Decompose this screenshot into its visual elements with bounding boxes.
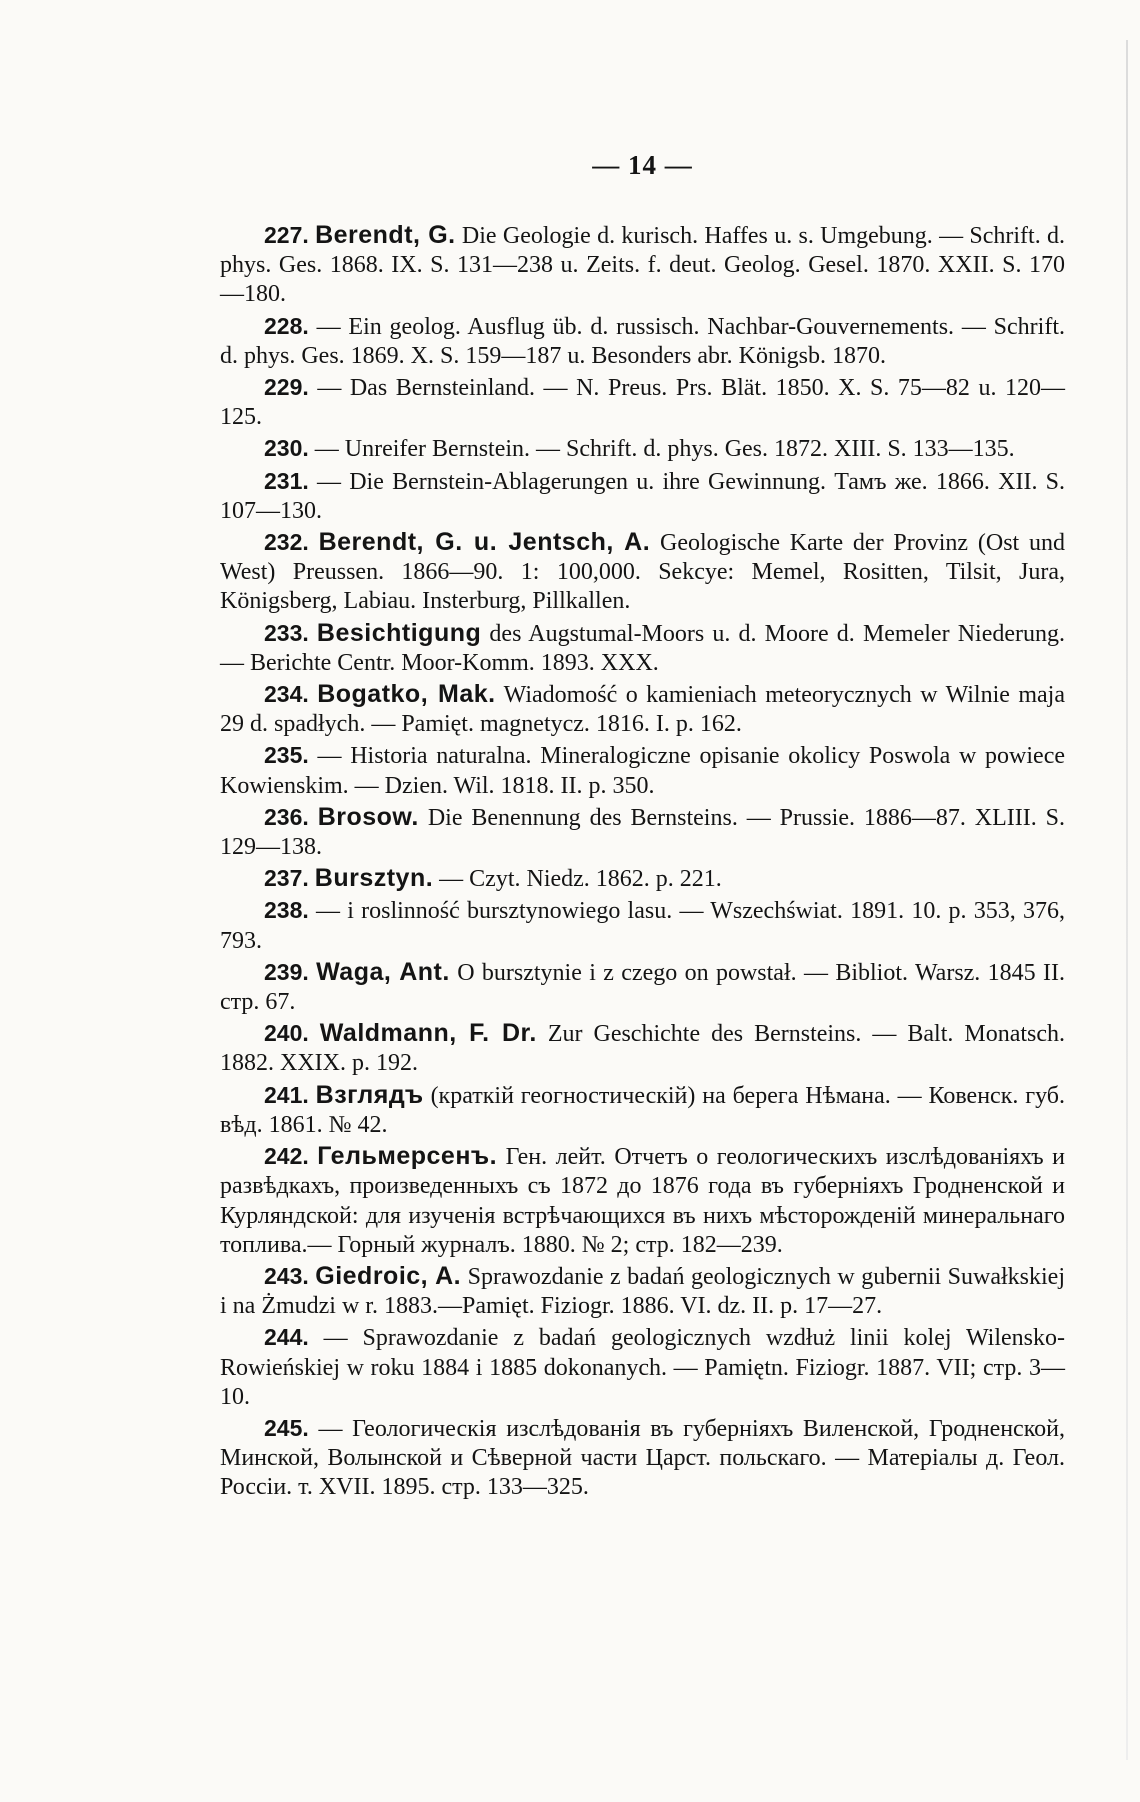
entry-text: Die Benennung des Bernsteins. — Prussie. 1886—87. XLIII. S. 129—138. — [220, 804, 1066, 861]
entry-author: Waldmann, F. Dr. — [319, 1019, 537, 1048]
entry-text: des Augstumal-Moors u. d. Moore d. Memeler Niederung. — Berichte Centr. Moor-Komm. 1893. XXX. — [220, 620, 1066, 676]
entry-number: 239. — [264, 958, 309, 985]
bibliography-entry — [220, 373, 1065, 432]
bibliography-entry — [220, 434, 1065, 464]
entry-author: Besichtigung — [316, 618, 482, 647]
entry-text: — Геологическія изслѣдованія въ губерніяхъ Виленской, Гродненской, Минской, Волынской и Сѣверной части Царст. польскаго. — Матеріалы д. Геол. Россіи. т. XVII. 1895. стр. 133—325. — [220, 1415, 1065, 1501]
entry-number: 235. — [264, 742, 309, 769]
entry-author: Bogatko, Mak. — [317, 680, 496, 709]
bibliography-entry — [220, 803, 1065, 862]
bibliography-entry — [220, 221, 1065, 310]
entry-author: Brosow. — [317, 802, 419, 831]
entry-number: 229. — [264, 374, 309, 401]
bibliography-entry — [220, 864, 1065, 894]
entry-number: 228. — [264, 312, 309, 339]
bibliography-entry — [220, 741, 1065, 800]
entry-text: — Das Bernsteinland. — N. Preus. Prs. Blät. 1850. X. S. 75—82 u. 120—125. — [220, 375, 1065, 431]
entry-author: Гельмерсенъ. — [317, 1142, 498, 1171]
entry-number: 241. — [264, 1081, 309, 1108]
bibliography-entry — [220, 680, 1065, 739]
entry-number: 232. — [264, 529, 309, 556]
page-number: — 14 — — [592, 150, 693, 180]
entry-number: 236. — [264, 803, 309, 830]
entry-text: — Sprawozdanie z badań geologicznych wzdłuż linii kolej Wilensko-Rowieńskiej w roku 1884 i 1885 dokonanych. — Pamiętn. Fiziogr. 1887. VII; стр. 3—10. — [220, 1325, 1065, 1410]
entry-text: Sprawozdanie z badań geologicznych w gubernii Suwałkskiej i na Żmudzi w r. 1883.—Pamięt. Fiziogr. 1886. VI. dz. II. p. 17—27. — [220, 1263, 1065, 1320]
entry-text: Ген. лейт. Отчетъ о геологическихъ изслѣдованіяхъ и развѣдкахъ, произведенныхъ съ 1872 до 1876 года въ губерніяхъ Гродненской и Курляндской: для изученія встрѣчающихся въ нихъ мѣсторожденій минеральнаго топлива.— Горный журналъ. 1880. № 2; стр. 182—239. — [220, 1144, 1066, 1258]
document-page — [220, 150, 1065, 1505]
bibliography-list — [220, 221, 1065, 1503]
bibliography-entry — [220, 1414, 1065, 1503]
entry-author: Waga, Ant. — [316, 957, 450, 986]
entry-number: 238. — [264, 897, 309, 924]
entry-author: Взглядъ — [315, 1080, 424, 1109]
entry-text: — Historia naturalna. Mineralogiczne opisanie okolicy Poswola w powiece Kowienskim. — Dzien. Wil. 1818. II. p. 350. — [220, 743, 1065, 799]
entry-number: 230. — [264, 435, 309, 462]
bibliography-entry — [220, 467, 1065, 526]
entry-author: Berendt, G. — [315, 221, 456, 249]
bibliography-entry — [220, 528, 1065, 617]
bibliography-entry — [220, 1019, 1065, 1078]
entry-number: 240. — [264, 1020, 309, 1047]
entry-number: 234. — [264, 681, 309, 708]
bibliography-entry — [220, 1142, 1065, 1260]
entry-text: — Die Bernstein-Ablagerungen u. ihre Gewinnung. Тамъ же. 1866. XII. S. 107—130. — [220, 468, 1066, 524]
bibliography-entry — [220, 312, 1065, 371]
bibliography-entry — [220, 1081, 1065, 1140]
entry-author: Giedroic, A. — [315, 1261, 462, 1290]
entry-text: O bursztynie i z czego on powstał. — Bibliot. Warsz. 1845 II. стр. 67. — [220, 959, 1066, 1016]
entry-text: (краткій геогностическій) на берега Нѣмана. — Ковенск. губ. вѣд. 1861. № 42. — [220, 1082, 1065, 1138]
entry-number: 233. — [264, 619, 309, 646]
entry-text: — Ein geolog. Ausflug üb. d. russisch. Nachbar-Gouvernements. — Schrift. d. phys. Ges. 1869. X. S. 159—187 u. Besonders abr. Königsb. 1870. — [220, 313, 1066, 369]
entry-text: — Czyt. Niedz. 1862. p. 221. — [439, 866, 722, 893]
entry-text: Zur Geschichte des Bernsteins. — Balt. Monatsch. 1882. XXIX. p. 192. — [220, 1021, 1066, 1077]
entry-number: 231. — [264, 467, 309, 494]
entry-number: 244. — [264, 1324, 309, 1351]
entry-number: 245. — [264, 1414, 309, 1441]
entry-author: Bursztyn. — [314, 864, 434, 893]
bibliography-entry — [220, 1323, 1065, 1412]
entry-text: Geologische Karte der Provinz (Ost und West) Preussen. 1866—90. 1: 100,000. Sekcye: Memel, Rositten, Tilsit, Jura, Königsberg, Labiau. Insterburg, Pillkallen. — [220, 530, 1066, 615]
entry-text: Wiadomość o kamieniach meteorycznych w Wilnie maja 29 d. spadłych. — Pamięt. magnetycz. 1816. I. p. 162. — [220, 682, 1065, 738]
bibliography-entry — [220, 1262, 1065, 1321]
bibliography-entry — [220, 958, 1065, 1017]
entry-text: — Unreifer Bernstein. — Schrift. d. phys. Ges. 1872. XIII. S. 133—135. — [314, 436, 1015, 463]
entry-text: — i roslinność bursztynowiego lasu. — Wszechświat. 1891. 10. p. 353, 376, 793. — [220, 898, 1066, 954]
bibliography-entry — [220, 619, 1065, 678]
entry-number: 237. — [264, 865, 309, 892]
bibliography-entry — [220, 896, 1065, 955]
page-edge-shadow — [1126, 40, 1128, 1760]
entry-number: 242. — [264, 1143, 309, 1170]
entry-author: Berendt, G. u. Jentsch, A. — [318, 528, 651, 557]
entry-number: 227. — [264, 222, 309, 248]
entry-text: Die Geologie d. kurisch. Haffes u. s. Umgebung. — Schrift. d. phys. Ges. 1868. IX. S. 131—238 u. Zeits. f. deut. Geolog. Gesel. 1870. XXII. S. 170—180. — [220, 223, 1065, 308]
entry-number: 243. — [264, 1262, 309, 1289]
